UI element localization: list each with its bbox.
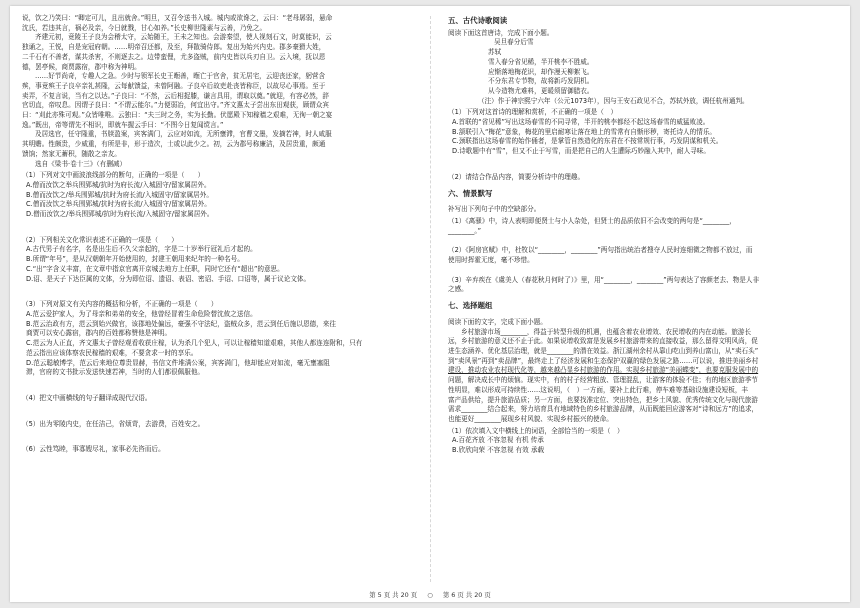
question-stem: （3）下列对原文有关内容的概括和分析，不正确的一项是（ ） <box>22 300 218 309</box>
passage-text: 二千石有不善者，谋共杀害，不则逐去之。边带蛮俚，尤多盗贼，前内史皆以兵刃自卫。云入境，抚以恩 <box>22 52 326 61</box>
page-number-left: 第 5 页 共 20 页 <box>369 591 418 599</box>
passage-text: 其明赡。性颇贵，少威重，有所是非，形于造次，士或以此少之。初，云为郡号称廉洁，及居贵重，颇通 <box>22 140 326 149</box>
question-stem: （2）请结合作品内容，简要分析诗中的理趣。 <box>448 172 585 181</box>
passage-text: 曰：“刈此亦殊可观。”众皆唯唯。云独曰：“夫三时之务，实为长勤。伏愿殿下知稼穑之艰难，无徇一朝之宴 <box>22 111 333 120</box>
passage-text: ……好节尚奇，专趣人之急。少时与领军长史王暅善，暅亡于官舍，贫无居宅，云迎丧还家，躬营含 <box>35 72 326 81</box>
option-c: C.范云为人正直，齐文惠太子曾经观看收获庄稼，认为杀几个犯人，可以让稼穑知道艰难，其他人都连连附和，只有 <box>26 339 363 348</box>
right-column <box>448 14 848 456</box>
option-d-cont: 滞，官府的文书批示发送快速若神，当时的人们都很佩服他。 <box>26 368 205 377</box>
option-a: A.僧而汝饮之举兵围郢城/抗时为府长流/入城固守/留家属居外。 <box>26 180 211 189</box>
exam-sheet <box>10 6 850 602</box>
passage-text: 建设，推动农业农村现代化等，越来越凸显乡村旅游的作用。实现乡村旅游“美丽蝶变”，也要克服发展中的 <box>448 366 759 375</box>
passage-text: 说，饮之乃笑曰：“卿定可儿，且出就舍。”明旦，又召令送书入城。城内或欲谗之，云曰：“老母孱弱，悬命 <box>22 14 333 22</box>
option-c: C.僧而汝饮之举兵围郢城/抗时为府长流/入城固守/留家属居外。 <box>26 200 211 209</box>
section-title: 七、选择题组 <box>448 301 493 311</box>
poem-note: （注）作于神宗熙宁六年（公元1073年），因与王安石政见不合，苏轼外放，调任杭州通判。 <box>478 96 749 105</box>
passage-text: 官切直，帝叹息。因谓子良曰：“不谓云能尔。”力便弱冶，何宜出守。”齐文惠太子尝出东田观获，顾谓众宾 <box>22 101 329 110</box>
question-stem: （1）《离骚》中，诗人表明即便贤士与小人杂处，但贤士的品质依旧不会改变的两句是“________， <box>448 216 736 225</box>
passage-text: 进生态涵养、优化基层治理，就是________的潜在效益。浙江湖州余村从靠山吃山到养山富山，从“卖石头” <box>448 346 759 355</box>
page-number-right: 第 6 页 共 20 页 <box>442 591 491 599</box>
passage-text: 殡，事竟殡王子良卒亲礼甚隆，云每献馈益，未曾阿融。子良卒后故吏赴丧皆称臣，以故尽心事焉。至于 <box>22 81 326 90</box>
question-stem: （4）把文中画横线的句子翻译成现代汉语。 <box>22 393 152 402</box>
question-stem: （2）下列相关文化常识表述不正确的一项是（ ） <box>22 235 178 244</box>
option-b: B.颔联引入“梅花”意象，梅花的里启耐寒让落在地上的雪常有自惭形秽，寄托诗人的情乐。 <box>452 127 717 136</box>
page-footer <box>10 590 850 599</box>
passage-text: 卖弄，不复言说，当有之以达。”子良曰：“不然，云后相捉膝，谦言具用，谓取以奠。”就迎，有容必然，辞 <box>22 91 329 100</box>
passage-text: 需求________结合起来，努力培育具有地域特色的乡村旅游品牌，从而既能回应游客对“诗和远方”的追求， <box>448 405 759 414</box>
left-column <box>22 14 422 455</box>
passage-text: 沈氏，若违其言，祸必及亲，今日就戮，甘心如养。”长史柳世隆素与云善，乃免之。 <box>22 23 267 32</box>
column-divider <box>430 16 431 582</box>
option-b-cont: 商贾可以安心露宿，郡内的百姓都称赞他是神明。 <box>26 329 172 338</box>
poem-line: 从今造物尤难料，更暖须留御腊衣。 <box>488 86 594 95</box>
question-stem: （1）下列对文中画波浪线部分的断句，正确的一项是（ ） <box>22 171 205 180</box>
question-stem: （3）辛弃疾在《虞美人（春花秋月何时了）》里，用“________，________”两句表达了容颜老去、物是人非 <box>448 275 760 284</box>
section-intro: 阅读下面的文字，完成下面小题。 <box>448 317 547 326</box>
poem-line: 雪入春分省见稀，半开桃李不胜威。 <box>488 57 594 66</box>
option-c-cont: 范云指出应该体察农民稼穑的艰难，不要贪求一时的享乐。 <box>26 348 198 357</box>
passage-text: 到“卖风景”再到“卖品牌”，最终走上了经济发展和生态保护双赢的绿色发展之路……可以说，推进美丽乡村 <box>448 356 759 365</box>
section-title: 六、情景默写 <box>448 188 493 198</box>
option-d: D.诗歌题中有“雪”，但又不止于写雪，而是把自己的人生遭际巧妙融入其中，耐人寻味。 <box>452 147 710 156</box>
passage-text: 逸。”既出，帝等谓先不相识，即就车握云手曰：“不图今日复闻谠言。” <box>22 120 224 129</box>
option-c: C.颈联指出这场春雪的始作俑者，是掌管自然造化的东君在不按常规行事，巧发阴谋和机关。 <box>452 137 723 146</box>
option-a: A.百花齐放 不容忽视 有机 传承 <box>452 436 544 445</box>
option-d: D.诏、是天子下达臣属的文体，分为即位诏、遗诏、表诏、密诏、手诏、口诏等，属于议论文体。 <box>26 274 311 283</box>
section-title: 五、古代诗歌阅读 <box>448 16 508 25</box>
option-b: B.所谓“年号”，是从汉朝朝年开始使用的，封建王朝用来纪年的一种名号。 <box>26 255 244 264</box>
poem-line: 应惭落地梅花识，却作漫天柳絮飞。 <box>488 67 594 76</box>
poem-author: 苏轼 <box>488 48 502 57</box>
footer-separator: ○ <box>427 591 433 599</box>
passage-text: 独诵之，王悦，自是宠冠府朝。……明帝召还都，及至，拜散骑侍郎。复出为始兴内史。郡多豪猾大姓， <box>22 43 326 52</box>
poem-line: 不分东君专节物，故将新巧发阴机。 <box>488 77 594 86</box>
section-intro: 阅读下面这首唐诗，完成下面小题。 <box>448 28 554 37</box>
section-intro: 补写出下列句子中的空缺部分。 <box>448 205 541 214</box>
poem-title: 吴旦春分后雪 <box>494 38 534 47</box>
passage-text: 问题，解决成长中的烦恼。现实中，有的村子经营粗放、管理混乱，让游客的体验不佳；有的地区旅游季节 <box>448 376 758 385</box>
option-b: B.僧而汝饮之/举兵围郢城/抗时为府长流/入城固守/留家属居外。 <box>26 190 213 199</box>
question-stem: （6）云性笃睦，事寡嫂尽礼，家事必先咨而后。 <box>22 445 165 454</box>
question-stem-cont: 之感。 <box>448 285 468 294</box>
passage-text: 齐建元初，竟陵王子良为会稽太守，云始随王，王未之知也。会游秦望，使人视刻石文，时莫能识，云 <box>35 33 332 42</box>
question-stem-cont: 使用时挥霍无度，毫不珍惜。 <box>448 256 534 265</box>
question-stem: （5）出为零陵内史，在任洁己，省烦苛，去游费，百姓安之。 <box>22 419 205 428</box>
option-c: C.“出”字含义丰富，在文章中指京官离开京城去地方上任职，同时它还有“超出”的意思。 <box>26 264 284 273</box>
option-b: B.欣欣向荣 不容忽视 有效 承载 <box>452 446 545 455</box>
passage-text: 及居选官，任守隆重，书牍盈案，宾客满门，云应对如流，无所壅滞，官曹文墨，发摘若神，时人咸服 <box>35 130 332 139</box>
question-stem-cont: ________。” <box>448 226 482 235</box>
option-a: A.首联的“省见稀”写出这场春雪的不同寻常，半开的桃李都经不起这场春雪的威猛败凌。 <box>452 118 710 127</box>
option-a: A.范云爱护家人，为了母亲和弟弟的安全，他曾经冒着生命危险替沈攸之送信。 <box>26 309 257 318</box>
option-a: A.古代男子有名字，名是出生后不久父亲起的，字是二十岁举行冠礼后才起的。 <box>26 245 257 254</box>
passage-text: 远，乡村旅游的意义还不止于此。如果说增收致富是发展乡村旅游带来的直接收益，那么留得文明风尚，促 <box>448 337 758 346</box>
question-stem: （1）下列对这首诗的理解和赏析，不正确的一项是（ ） <box>448 108 618 117</box>
passage-text: 乡村旅游市场________，得益于转型升级的机遇，也蕴含着农业增效、农民增收的内在动能。旅游长 <box>461 327 752 336</box>
option-d: D.范云聪敏博学，范云后来地位尊贵显赫，书信文件堆满公案，宾客满门，他却能应对如流，毫无壅塞阻 <box>26 358 330 367</box>
passage-source: 选自《梁书·卷十三》（有删减） <box>35 159 127 168</box>
passage-text: 性明显，难以形成可持续性……这说明，（ ）一方面，要补上此行难，停车难等基础设施建设短板，丰 <box>448 385 749 394</box>
question-stem: （1）依次填入文中横线上的词语，全部恰当的一项是（ ） <box>448 426 624 435</box>
option-b: B.范云治政有方，范云到始兴做官，该郡地处偏远，豪强不守法纪，盗贼众多，范云到任后施以恩德，来往 <box>26 319 336 328</box>
passage-text: 德，罢亭候，商贾露宿，郡中称为神明。 <box>22 62 141 71</box>
passage-text: 也能更好________展现乡村风貌、实现乡村振兴的使命。 <box>448 414 613 423</box>
passage-text: 馈饷；然家无蓄积，随散之亲友。 <box>22 149 121 158</box>
question-stem: （2）《阿房宫赋》中，杜牧以“________，________”两句指出统治者搜夺人民时连细微之物都不放过，而 <box>448 246 753 255</box>
option-d: D.僧而汝饮之/举兵围郢城/抗时为府长流/入城固守/留家属居外。 <box>26 210 214 219</box>
passage-text: 富产品供给，提升旅游品质；另一方面，也要找准定位、突出特色，把乡土风貌、优秀传统文化与现代旅游 <box>448 395 758 404</box>
